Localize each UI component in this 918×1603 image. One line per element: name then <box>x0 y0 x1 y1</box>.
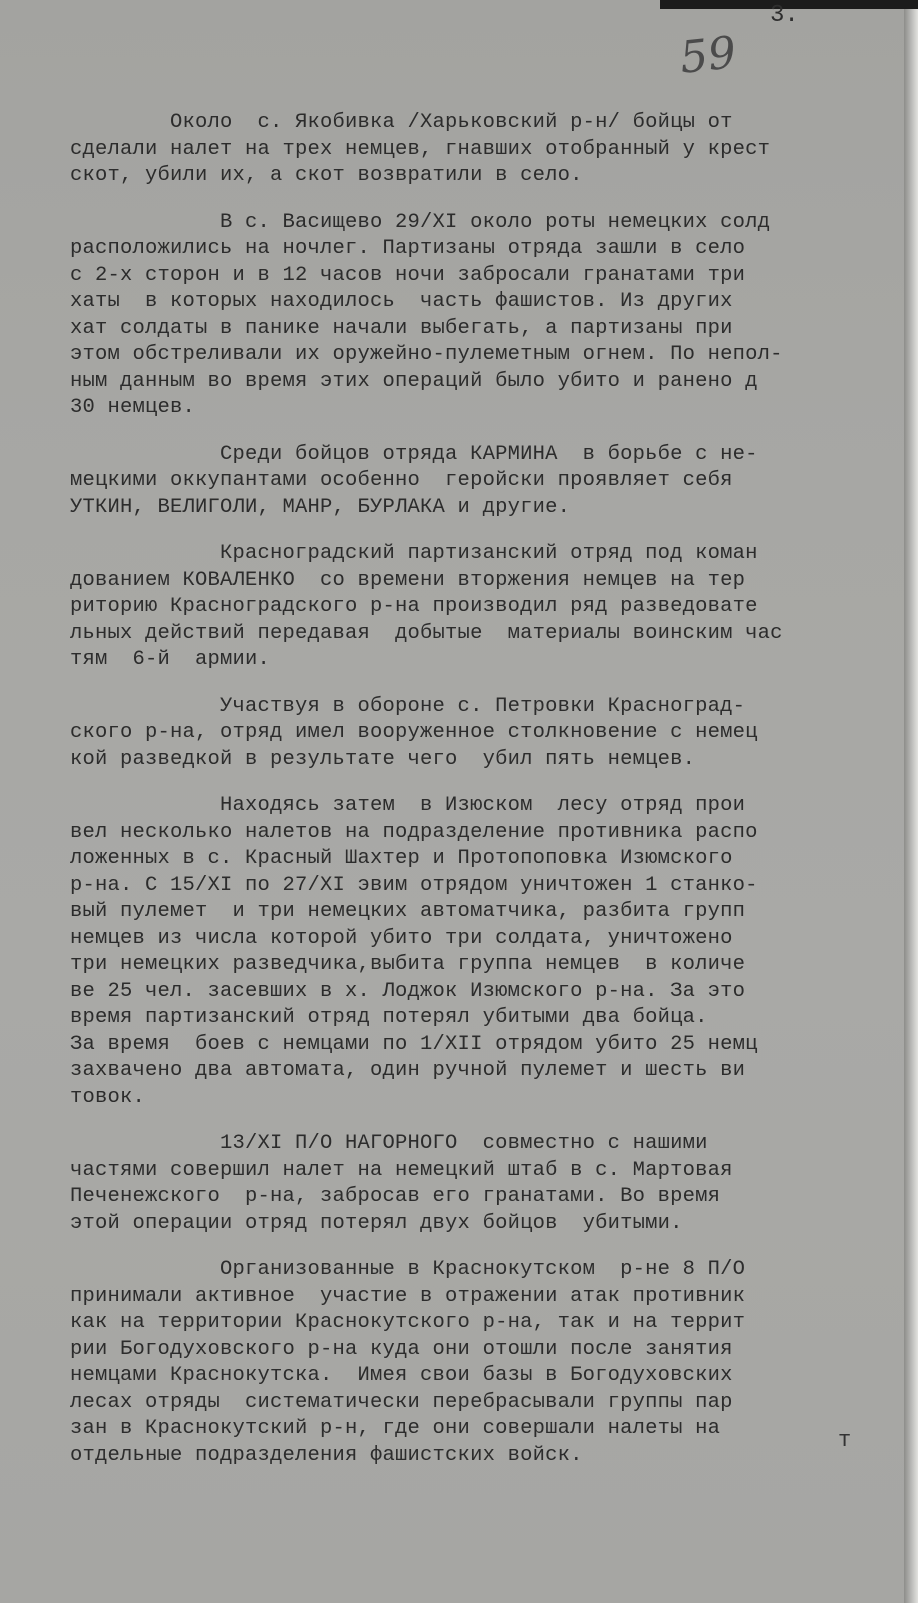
text-line: Около с. Якобивка /Харьковский р-н/ бойцы от <box>70 111 733 134</box>
text-line: лесах отряды систематически перебрасывали группы пар <box>70 1390 733 1414</box>
text-line: За время боев с немцами по 1/XII отрядом убито 25 немц <box>70 1032 758 1056</box>
text-line: Участвуя в обороне с. Петровки Красноград- <box>70 694 746 718</box>
text-line: расположились на ночлег. Партизаны отряда зашли в село <box>70 237 746 260</box>
text-line: принимали активное участие в отражении атак противник <box>70 1284 746 1308</box>
text-line: В с. Васищево 29/XI около роты немецких солд <box>70 210 771 234</box>
paragraph <box>70 694 850 774</box>
text-line: 13/XI П/О НАГОРНОГО совместно с нашими <box>70 1132 708 1155</box>
text-line: ского р-на, отряд имел вооруженное столкновение с немец <box>70 721 758 744</box>
text-line: зан в Краснокутский р-н, где они совершали налеты на <box>70 1417 721 1440</box>
text-line: немцами Краснокутска. Имея свои базы в Богодуховских <box>70 1364 733 1387</box>
text-line: Среди бойцов отряда КАРМИНА в борьбе с не- <box>70 442 758 466</box>
text-line: рии Богодуховского р-на куда они отошли после занятия <box>70 1337 733 1361</box>
document-text <box>70 110 850 1489</box>
text-line: частями совершил налет на немецкий штаб в с. Мартовая <box>70 1158 733 1182</box>
text-line: три немецких разведчика,выбита группа немцев в количе <box>70 953 746 976</box>
text-line: время партизанский отряд потерял убитыми два бойца. <box>70 1006 708 1029</box>
text-line: ве 25 чел. засевших в х. Лоджок Изюмского р-на. За это <box>70 979 746 1003</box>
text-line: Организованные в Краснокутском р-не 8 П/О <box>70 1258 746 1281</box>
text-line: Печенежского р-на, забросав его гранатами. Во время <box>70 1185 721 1208</box>
text-line: УТКИН, ВЕЛИГОЛИ, МАНР, БУРЛАКА и другие. <box>70 495 571 519</box>
text-line: этом обстреливали их оружейно-пулеметным огнем. По непол- <box>70 343 783 366</box>
text-line: захвачено два автомата, один ручной пулемет и шесть ви <box>70 1059 746 1082</box>
text-line: товок. <box>70 1085 146 1109</box>
text-line: хаты в которых находилось часть фашистов. Из других <box>70 290 733 313</box>
paragraph <box>70 541 850 674</box>
text-line: ным данным во время этих операций было убито и ранено д <box>70 369 758 393</box>
text-line: скот, убили их, а скот возвратили в село. <box>70 164 583 187</box>
text-line: тям 6-й армии. <box>70 648 271 671</box>
text-line: вый пулемет и три немецких автоматчика, разбита групп <box>70 900 746 923</box>
page-edge <box>904 0 918 1603</box>
paragraph <box>70 1131 850 1237</box>
text-line: с 2-х сторон и в 12 часов ночи забросали гранатами три <box>70 263 746 287</box>
margin-mark: т <box>838 1428 852 1453</box>
text-line: хат солдаты в панике начали выбегать, а партизаны при <box>70 316 733 340</box>
text-line: ложенных в с. Красный Шахтер и Протопоповка Изюмского <box>70 847 733 870</box>
paragraph <box>70 1257 850 1469</box>
text-line: 30 немцев. <box>70 396 196 419</box>
text-line: вел несколько налетов на подразделение противника распо <box>70 820 758 844</box>
paragraph <box>70 793 850 1111</box>
text-line: этой операции отряд потерял двух бойцов убитыми. <box>70 1211 683 1235</box>
paragraph <box>70 210 850 422</box>
text-line: как на территории Краснокутского р-на, так и на террит <box>70 1311 746 1334</box>
text-line: дованием КОВАЛЕНКО со времени вторжения немцев на тер <box>70 568 746 592</box>
archive-mark: 59 <box>677 27 739 84</box>
text-line: р-на. С 15/XI по 27/XI эвим отрядом уничтожен 1 станко- <box>70 873 758 897</box>
text-line: мецкими оккупантами особенно геройски проявляет себя <box>70 469 733 492</box>
paragraph <box>70 442 850 522</box>
text-line: отдельные подразделения фашистских войск. <box>70 1443 583 1467</box>
text-line: кой разведкой в результате чего убил пять немцев. <box>70 747 696 771</box>
page-number: 3. <box>770 2 799 29</box>
text-line: льных действий передавая добытые материалы воинским час <box>70 621 783 645</box>
text-line: Красноградский партизанский отряд под коман <box>70 542 758 565</box>
text-line: сделали налет на трех немцев, гнавших отобранный у крест <box>70 137 771 161</box>
paragraph <box>70 110 850 190</box>
text-line: немцев из числа которой убито три солдата, уничтожено <box>70 926 733 950</box>
text-line: риторию Красноградского р-на производил ряд разведовате <box>70 595 758 618</box>
text-line: Находясь затем в Изюском лесу отряд прои <box>70 794 746 817</box>
